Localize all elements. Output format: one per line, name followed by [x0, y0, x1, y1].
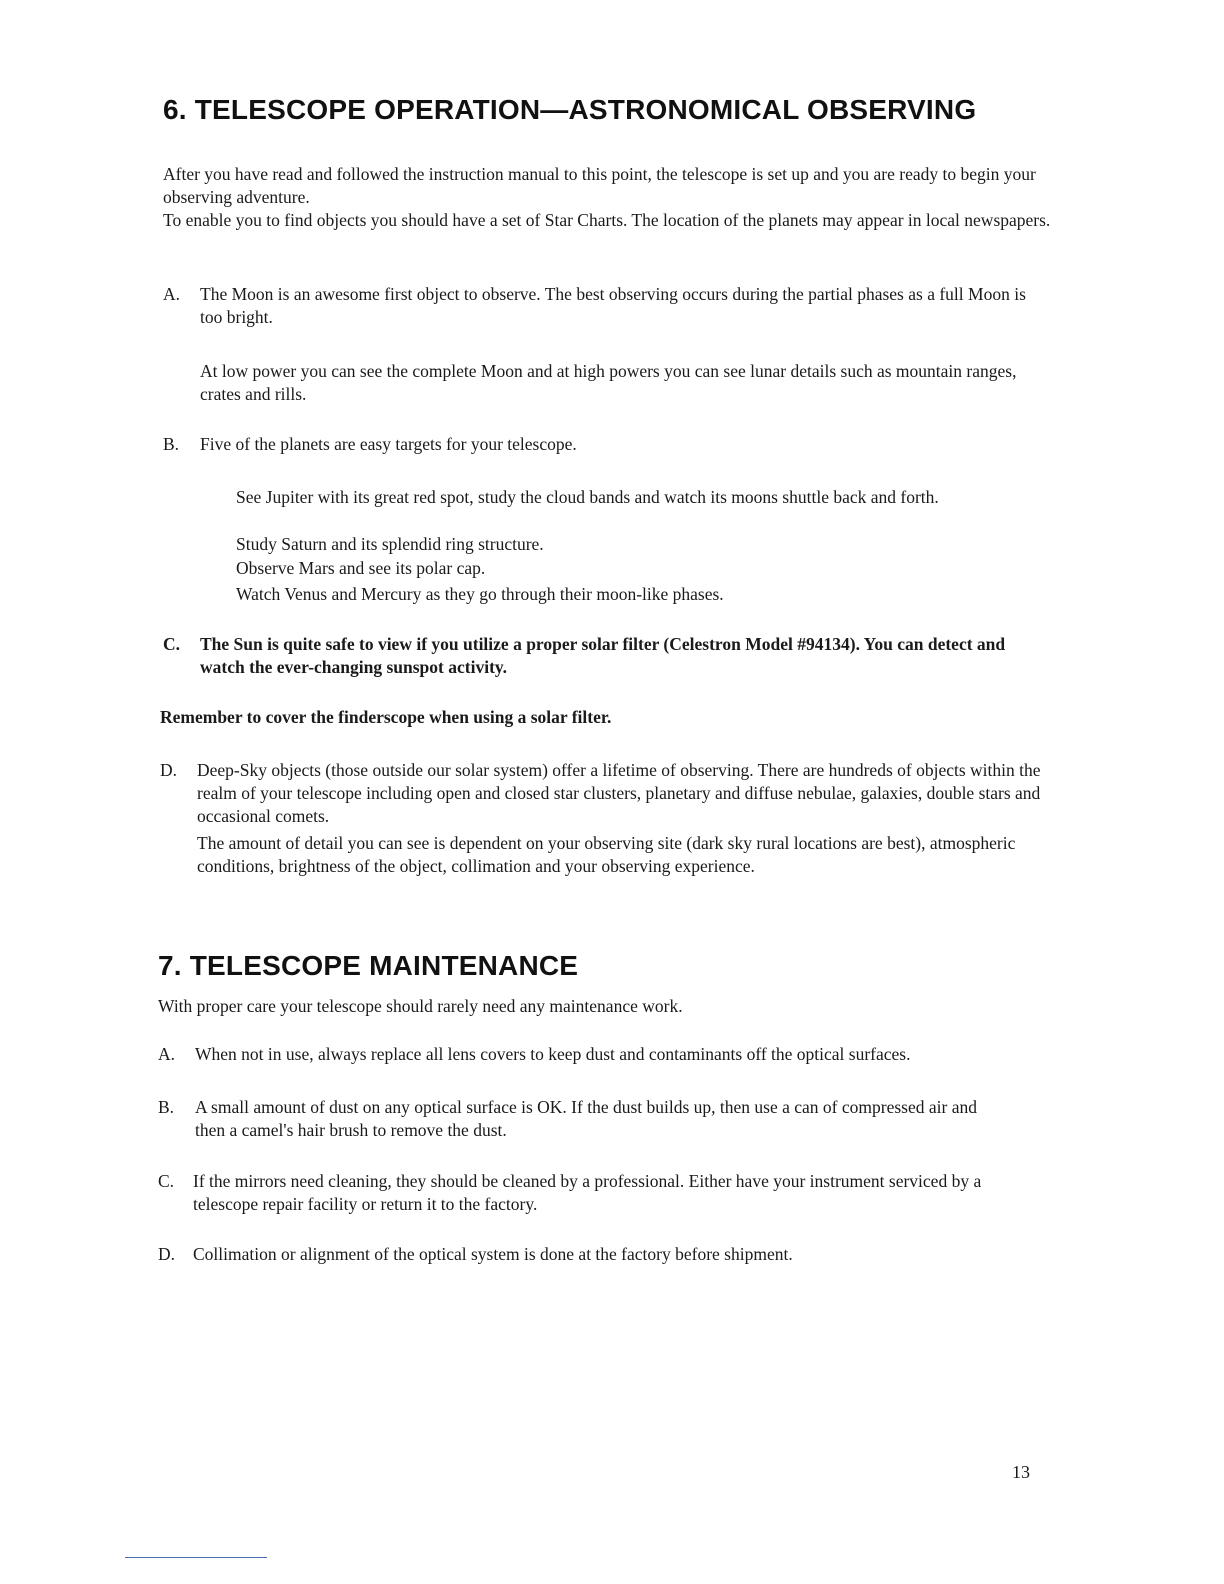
item-label: B.	[158, 1097, 175, 1117]
page-number: 13	[1012, 1462, 1030, 1482]
item-label: D.	[158, 1244, 176, 1264]
item-label: D.	[160, 760, 178, 780]
solar-filter-warning: Remember to cover the finderscope when using a solar filter.	[160, 707, 612, 727]
deep-sky-detail: The amount of detail you can see is dependent on your observing site (dark sky rural locations are best), atmospheric conditions, brightness of the object, collimation and your observing experience.	[197, 833, 1016, 876]
planet-venus-mercury: Watch Venus and Mercury as they go through their moon-like phases.	[236, 584, 724, 604]
item-label: C.	[163, 634, 181, 654]
item-label: A.	[163, 284, 181, 304]
item-text: A small amount of dust on any optical surface is OK. If the dust builds up, then use a can of compressed air and then a camel's hair brush to remove the dust.	[195, 1097, 977, 1140]
section-7-heading: 7. TELESCOPE MAINTENANCE	[158, 950, 579, 981]
item-label: C.	[158, 1171, 175, 1191]
item-text: The Sun is quite safe to view if you utilize a proper solar filter (Celestron Model #94134). You can detect and watch the ever-changing sunspot activity.	[200, 634, 1006, 677]
planet-saturn: Study Saturn and its splendid ring structure.	[236, 534, 544, 554]
item-text: The Moon is an awesome first object to observe. The best observing occurs during the partial phases as a full Moon is too bright.	[200, 284, 1026, 327]
section-7-intro: With proper care your telescope should rarely need any maintenance work.	[158, 996, 683, 1016]
footer-rule	[125, 1557, 267, 1558]
item-text: When not in use, always replace all lens covers to keep dust and contaminants off the optical surfaces.	[195, 1044, 911, 1064]
section-6-intro-2: To enable you to find objects you should have a set of Star Charts. The location of the planets may appear in local newspapers.	[163, 210, 1051, 230]
item-text: If the mirrors need cleaning, they should be cleaned by a professional. Either have your instrument serviced by a telescope repair facility or return it to the factory.	[193, 1171, 982, 1214]
planet-mars: Observe Mars and see its polar cap.	[236, 558, 486, 578]
moon-detail: At low power you can see the complete Moon and at high powers you can see lunar details such as mountain ranges, crates and rills.	[200, 361, 1017, 404]
section-6-heading: 6. TELESCOPE OPERATION—ASTRONOMICAL OBSERVING	[163, 94, 977, 125]
item-text: Collimation or alignment of the optical system is done at the factory before shipment.	[193, 1244, 793, 1264]
item-label: A.	[158, 1044, 176, 1064]
item-label: B.	[163, 434, 180, 454]
planet-jupiter: See Jupiter with its great red spot, study the cloud bands and watch its moons shuttle back and forth.	[236, 487, 939, 507]
item-text: Deep-Sky objects (those outside our solar system) offer a lifetime of observing. There are hundreds of objects within the realm of your telescope including open and closed star clusters, planetary and diffuse nebulae, galaxies, double stars and occasional comets.	[197, 760, 1041, 826]
item-text: Five of the planets are easy targets for your telescope.	[200, 434, 577, 454]
section-6-intro-1: After you have read and followed the instruction manual to this point, the telescope is set up and you are ready to begin your observing adventure.	[163, 164, 1036, 207]
